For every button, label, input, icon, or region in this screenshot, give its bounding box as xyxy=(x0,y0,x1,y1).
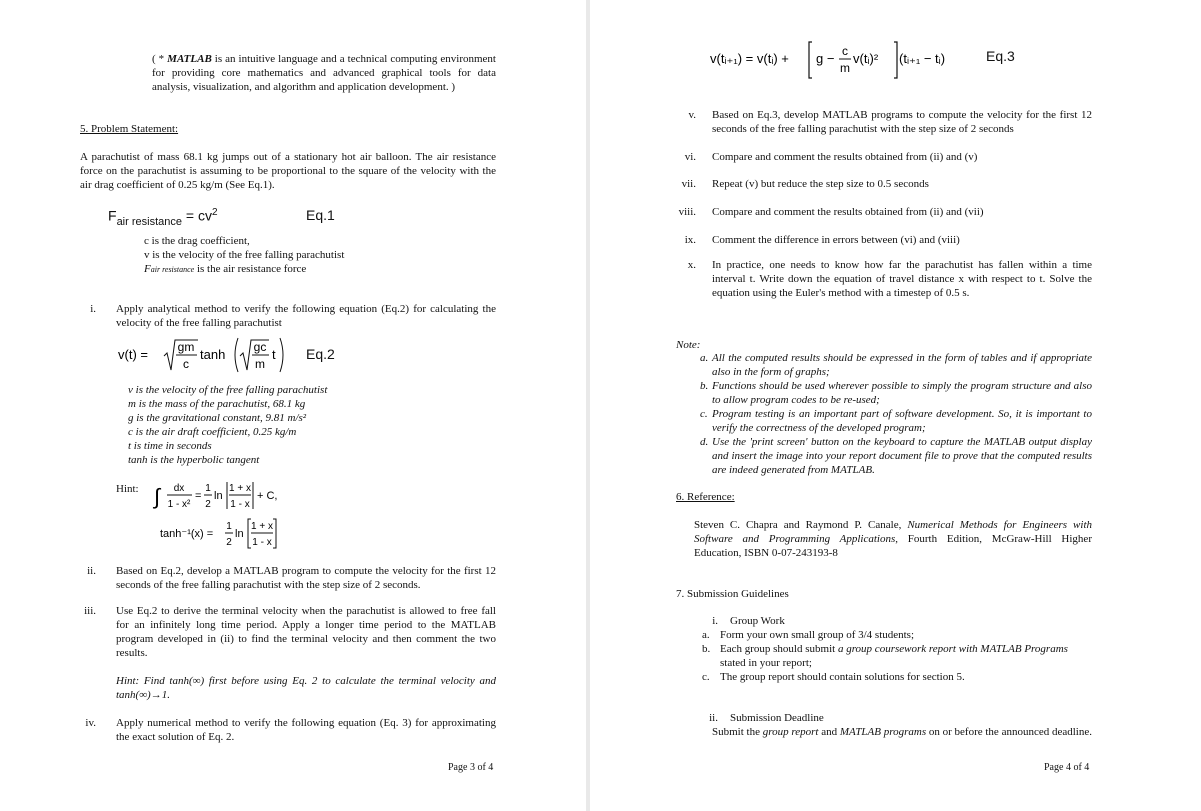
svg-text:ln: ln xyxy=(235,528,244,540)
equation-2-definitions xyxy=(128,383,488,467)
def-c: c is the drag coefficient, xyxy=(144,235,250,247)
group-work-block xyxy=(700,614,1092,684)
note-label: Note: xyxy=(676,339,701,351)
item-vi-numeral: vi. xyxy=(684,151,696,163)
item-iii-text: Use Eq.2 to derive the terminal velocity when the parachutist is allowed to free fall for an infinitely long time period. Apply a longer time period to the MATLAB program developed in (ii) to find the terminal velocity and then comment the two results. xyxy=(116,605,496,659)
eq2-den1: c xyxy=(183,357,189,371)
svg-text:1 + x: 1 + x xyxy=(251,521,273,532)
def2-c: c is the air draft coefficient, 0.25 kg/m xyxy=(128,426,297,438)
item-iv-numeral: iv. xyxy=(85,717,96,729)
item-ix-numeral: ix. xyxy=(684,234,696,246)
problem-statement-paragraph: A parachutist of mass 68.1 kg jumps out of a stationary hot air balloon. The air resistance force on the parachutist is assuming to be proportional to the square of the velocity with the air drag coefficient of 0.25 kg/m (See Eq.1). xyxy=(80,151,496,191)
item-viii-numeral: viii. xyxy=(678,206,696,218)
svg-text:=: = xyxy=(195,490,202,502)
item-iii-numeral: iii. xyxy=(84,605,96,617)
eq2-func: tanh xyxy=(200,347,226,362)
notes-list xyxy=(700,351,1092,477)
page-number: Page 4 of 4 xyxy=(1044,762,1090,773)
note-c: c. Program testing is an important part of software development. So, it is important to verify the correctness of the developed program; xyxy=(700,408,1092,434)
deadline-block xyxy=(700,711,1092,739)
svg-text:1 - x²: 1 - x² xyxy=(167,499,191,510)
eq2-num1: gm xyxy=(177,340,195,354)
svg-text:1 + x: 1 + x xyxy=(229,483,251,494)
group-work-title: i. Group Work xyxy=(712,615,785,627)
eq3-g: g − xyxy=(816,51,835,66)
item-vii-text: Repeat (v) but reduce the step size to 0.5 seconds xyxy=(712,178,929,190)
item-vii-numeral: vii. xyxy=(681,178,696,190)
item-iii-hint: Hint: Find tanh(∞) first before using Eq. 2 to calculate the terminal velocity and tanh(∞)→1. xyxy=(116,675,496,701)
item-v-text: Based on Eq.3, develop MATLAB programs to compute the velocity for the first 12 seconds of the free falling parachutist with the step size of 2 seconds xyxy=(712,109,1092,135)
hint-inverse-tanh-formula xyxy=(158,514,288,552)
note-b: b. Functions should be used wherever possible to simply the program structure and also to allow program codes to be re-used; xyxy=(700,380,1092,406)
section-6-heading: 6. Reference: xyxy=(676,491,735,503)
svg-text:1: 1 xyxy=(226,521,232,532)
equation-1: $F_{air resistance} = cv^2$ xyxy=(108,207,218,228)
integral-sign-icon: ∫ xyxy=(154,484,161,509)
svg-text:dx: dx xyxy=(173,483,185,494)
svg-text:tanh⁻¹(x) =: tanh⁻¹(x) = xyxy=(160,528,214,540)
def2-g: g is the gravitational constant, 9.81 m/s² xyxy=(128,412,307,424)
def-v: v is the velocity of the free falling parachutist xyxy=(144,249,345,261)
matlab-term: MATLAB xyxy=(167,53,212,65)
eq2-den2: m xyxy=(255,357,265,371)
group-work-a: a. Form your own small group of 3/4 students; xyxy=(702,629,915,641)
eq3-lhs: v(tᵢ₊₁) = v(tᵢ) + xyxy=(710,51,789,66)
hint-label: Hint: xyxy=(116,483,139,495)
deadline-title: ii. Submission Deadline xyxy=(709,712,824,724)
def2-v: v is the velocity of the free falling parachutist xyxy=(128,384,328,396)
def2-t: t is time in seconds xyxy=(128,440,212,452)
eq3-frac-num: c xyxy=(842,44,848,58)
svg-text:1 - x: 1 - x xyxy=(252,537,272,548)
group-work-c: c. The group report should contain solutions for section 5. xyxy=(702,671,965,683)
eq3-v-term: v(tᵢ)² xyxy=(853,51,879,66)
section-5-heading: 5. Problem Statement: xyxy=(80,123,179,135)
group-work-b: b. Each group should submit a group coursework report with MATLAB Programs stated in your report; xyxy=(702,643,1068,669)
equation-1-label: Eq.1 xyxy=(306,207,335,223)
equation-2-label: Eq.2 xyxy=(306,346,335,362)
item-ii-text: Based on Eq.2, develop a MATLAB program to compute the velocity for the first 12 seconds of the free falling parachutist with the step size of 2 seconds. xyxy=(116,565,496,591)
eq2-num2: gc xyxy=(253,340,267,354)
item-i-numeral: i. xyxy=(90,303,96,315)
page-3 xyxy=(0,0,586,811)
reference-book-title: Numerical Methods for Engineers with Software and Programming Applications xyxy=(694,519,1092,545)
item-x-numeral: x. xyxy=(687,259,696,271)
def2-tanh: tanh is the hyperbolic tangent xyxy=(128,454,260,466)
def2-m: m is the mass of the parachutist, 68.1 kg xyxy=(128,398,306,410)
item-ii-numeral: ii. xyxy=(87,565,96,577)
svg-text:2: 2 xyxy=(226,537,232,548)
item-iv-text: Apply numerical method to verify the following equation (Eq. 3) for approximating the exact solution of Eq. 2. xyxy=(116,717,496,743)
eq2-var: t xyxy=(272,347,276,362)
svg-text:1 - x: 1 - x xyxy=(230,499,250,510)
hint-integral-formula xyxy=(152,478,302,512)
page-number: Page 3 of 4 xyxy=(448,762,494,773)
svg-text:2: 2 xyxy=(205,499,211,510)
svg-text:1: 1 xyxy=(205,483,211,494)
item-viii-text: Compare and comment the results obtained from (ii) and (vii) xyxy=(712,206,984,218)
reference-entry: Steven C. Chapra and Raymond P. Canale, Numerical Methods for Engineers with Software and Programming Applications, Fourth Edition, McGraw-Hill Higher Education, ISBN 0-07-243193-8 xyxy=(694,519,1092,559)
note-a: a. All the computed results should be expressed in the form of tables and if appropriate also in the form of graphs; xyxy=(700,352,1092,378)
def-f: Fair resistance is the air resistance force xyxy=(144,263,307,275)
eq3-frac-den: m xyxy=(840,61,850,75)
item-vi-text: Compare and comment the results obtained from (ii) and (v) xyxy=(712,151,978,163)
deadline-text: Submit the group report and MATLAB programs on or before the announced deadline. xyxy=(712,726,1092,738)
item-i-text: Apply analytical method to verify the following equation (Eq.2) for calculating the velocity of the free falling parachutist xyxy=(116,303,496,329)
page-4 xyxy=(590,0,1201,811)
section-7-heading: 7. Submission Guidelines xyxy=(676,588,789,600)
item-x-text: In practice, one needs to know how far the parachutist has fallen within a time interval t. Write down the equation of travel distance x with respect to t. Solve the equation using the Euler's method with a timestep of 0.5 s. xyxy=(712,259,1092,299)
matlab-intro-note: ( * MATLAB is an intuitive language and a technical computing environment for providing core mathematics and advanced graphical tools for data analysis, visualization, and algorithm and application development. ) xyxy=(152,53,496,93)
eq3-dt: (tᵢ₊₁ − tᵢ) xyxy=(899,51,946,66)
item-ix-text: Comment the difference in errors between (vi) and (viii) xyxy=(712,234,960,246)
item-v-numeral: v. xyxy=(688,109,696,121)
svg-text:+ C,: + C, xyxy=(257,490,278,502)
svg-text:ln: ln xyxy=(214,490,223,502)
eq2-lhs: v(t) = xyxy=(118,347,148,362)
equation-3 xyxy=(708,38,968,82)
equation-1-definitions xyxy=(144,234,494,277)
equation-3-label: Eq.3 xyxy=(986,48,1015,64)
note-d: d. Use the 'print screen' button on the keyboard to capture the MATLAB output display and insert the image into your report document file to prove that the computed results are indeed generated from MATLAB. xyxy=(700,436,1092,476)
equation-2 xyxy=(112,334,302,376)
